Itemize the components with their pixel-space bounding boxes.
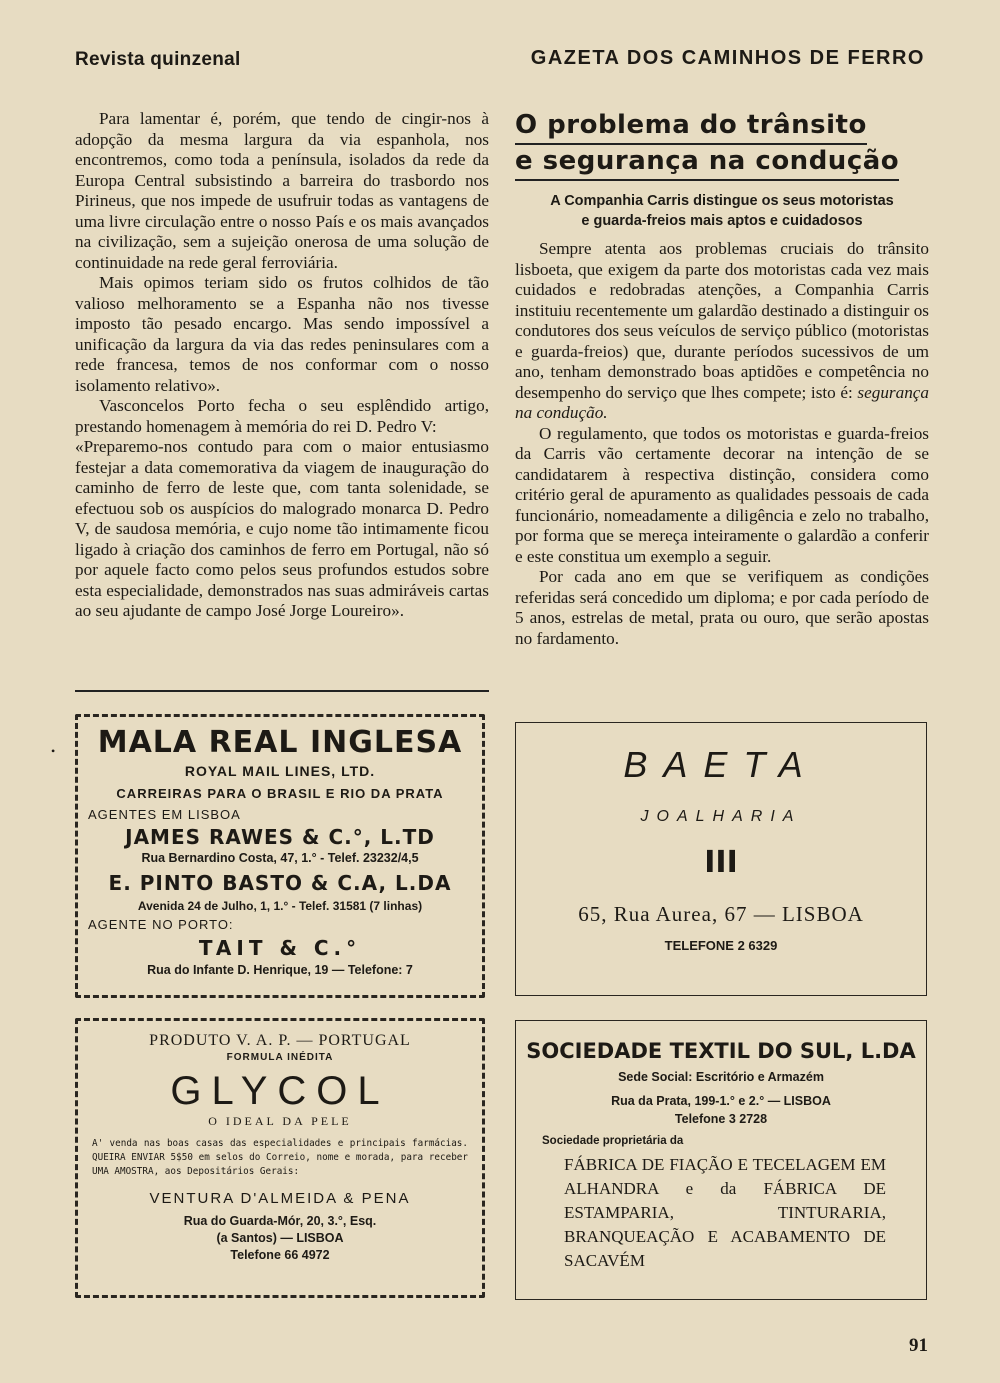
article-paragraph-2: O regulamento, que todos os motoristas e guarda-freios da Carris vão certamente decorar na intenção de se candidatarem à respectiva distinção, considera como critério geral de apuramento as qualidades pessoais de cada funcionário, nomeadamente a diligência e zelo no trabalho, por forma que se mereça inteiramente o galardão a conferir e este constitua um exemplo a seguir. (515, 423, 929, 566)
glycol-brand: GLYCOL (170, 1069, 390, 1113)
textil-address: Rua da Prata, 199-1.° e 2.° — LISBOA (611, 1094, 831, 1108)
mala-agent-1: JAMES RAWES & C.°, L.TD (125, 825, 435, 849)
article-paragraph-3: Por cada ano em que se verifiquem as condições referidas será concedido um diploma; e por cada período de 5 anos, estrelas de metal, prata ou ouro, que serão apostas no fardamento. (515, 567, 929, 648)
article-subtitle-line-2: e guarda-freios mais aptos e cuidadosos (581, 213, 863, 229)
glycol-phone: Telefone 66 4972 (230, 1248, 330, 1262)
article-title (515, 109, 929, 181)
glycol-address: Rua do Guarda-Mór, 20, 3.°, Esq. (183, 1214, 377, 1228)
textil-factories: FÁBRICA DE FIAÇÃO E TECELAGEM EM ALHANDRA e da FÁBRICA DE ESTAMPARIA, TINTURARIA, BRANQUEAÇÃO E ACABAMENTO DE SACAVÉM (564, 1155, 886, 1270)
glycol-address-2: (a Santos) — LISBOA (216, 1231, 344, 1245)
mala-agent-2: E. PINTO BASTO & C.A, L.DA (108, 871, 452, 895)
article-subtitle (515, 191, 929, 231)
glycol-distributor: VENTURA D'ALMEIDA & PENA (149, 1190, 411, 1207)
article-paragraph-1-italic: segurança na condução. (515, 382, 930, 422)
ad-mala-real-inglesa (75, 714, 485, 998)
baeta-logo: III (704, 845, 738, 880)
mala-agent-2-address: Avenida 24 de Julho, 1, 1.° - Telef. 31581 (7 linhas) (137, 899, 423, 913)
ad-sociedade-textil-do-sul (515, 1020, 927, 1300)
mala-agents-lisbon: AGENTES EM LISBOA (88, 807, 241, 822)
header-left: Revista quinzenal (75, 49, 241, 70)
left-paragraph-3: Vasconcelos Porto fecha o seu esplêndido artigo, prestando homenagem à memória do rei D. Pedro V: (75, 396, 489, 436)
header-right: GAZETA DOS CAMINHOS DE FERRO (530, 47, 925, 69)
left-paragraph-2: Mais opimos teriam sido os frutos colhidos de tão valioso melhoramento se a Espanha não nos tivesse imposto tão pesado encargo. Mas sendo impossível a unificação da largura da via das redes peninsulares com a rede francesa, temos de nos conformar com o nosso isolamento relativo». (75, 273, 489, 395)
article-title-line-1: O problema do trânsito (515, 109, 867, 145)
article-paragraph-1-text: Sempre atenta aos problemas cruciais do trânsito lisboeta, que exigem da parte dos motoristas cada vez mais cuidados e redobradas atenções, a Companhia Carris instituiu recentemente um galardão destinado a distinguir os condutores dos seus veículos de serviço público (motoristas e guarda-freios) que, durante períodos sucessivos de um ano, tenham demonstrado boas aptidões e competência no desempenho do serviço que lhes compete; isto é: (515, 239, 929, 402)
baeta-name: BAETA (623, 744, 819, 785)
left-paragraph-1: Para lamentar é, porém, que tendo de cingir-nos à adopção da mesma largura da via espanhola, nos encontremos, como toda a península, isolados da rede da Europa Central subsistindo a barreira do trasbordo nos Pirineus, que nos impede de usufruir todas as vantagens de uma livre circulação entre o nosso País e os mais avançados na civilização, sem a sujeição onerosa de uma solução de continuidade na rede geral ferroviária. (75, 109, 489, 272)
ad-glycol (75, 1018, 485, 1298)
mala-agent-3: TAIT & C.° (198, 936, 362, 960)
glycol-tagline: O IDEAL DA PELE (208, 1114, 352, 1128)
glycol-formula: FORMULA INÉDITA (226, 1052, 334, 1063)
baeta-phone: TELEFONE 2 6329 (664, 938, 778, 953)
mala-agent-porto: AGENTE NO PORTO: (88, 917, 234, 932)
glycol-body: A' venda nas boas casas das especialidades e principais farmácias. QUEIRA ENVIAR 5$50 em selos do Correio, nome e morada, para receber UMA AMOSTRA, aos Depositários Gerais: (92, 1138, 468, 1177)
article (515, 109, 929, 649)
glycol-producer: PRODUTO V. A. P. — PORTUGAL (149, 1032, 411, 1049)
page-number: 91 (909, 1335, 928, 1356)
mala-routes: CARREIRAS PARA O BRASIL E RIO DA PRATA (116, 786, 444, 801)
article-paragraph-1 (515, 239, 929, 424)
mala-agent-3-address: Rua do Infante D. Henrique, 19 — Telefone: 7 (147, 963, 413, 977)
baeta-address: 65, Rua Aurea, 67 — LISBOA (578, 902, 864, 926)
left-column (75, 109, 489, 622)
textil-name: SOCIEDADE TEXTIL DO SUL, L.DA (526, 1039, 916, 1063)
textil-phone: Telefone 3 2728 (674, 1112, 768, 1126)
mala-title: MALA REAL INGLESA (97, 725, 463, 760)
ad-baeta-joalharia (515, 722, 927, 996)
stray-dot: • (51, 744, 56, 758)
baeta-type: JOALHARIA (640, 808, 802, 825)
mala-subtitle: ROYAL MAIL LINES, LTD. (184, 763, 376, 779)
textil-hq: Sede Social: Escritório e Armazém (618, 1070, 824, 1084)
mala-agent-1-address: Rua Bernardino Costa, 47, 1.° - Telef. 23232/4,5 (141, 851, 419, 865)
left-paragraph-4: «Preparemo-nos contudo para com o maior entusiasmo festejar a data comemorativa da viagem de inauguração do caminho de ferro de leste que, com tanta solenidade, se efectuou sob os auspícios do malogrado monarca D. Pedro V, de saudosa memória, e cujo nome tão intimamente ficou ligado à criação dos caminhos de ferro em Portugal, não só por aquele facto como pelos seus profundos estudos sobre esta especialidade, demonstrados nas suas admiráveis cartas ao seu ajudante de campo José Jorge Loureiro». (75, 437, 489, 620)
article-subtitle-line-1: A Companhia Carris distingue os seus motoristas (550, 193, 894, 209)
column-divider-rule (75, 690, 489, 692)
article-title-line-2: e segurança na condução (515, 145, 899, 181)
textil-owner-label: Sociedade proprietária da (542, 1135, 684, 1147)
